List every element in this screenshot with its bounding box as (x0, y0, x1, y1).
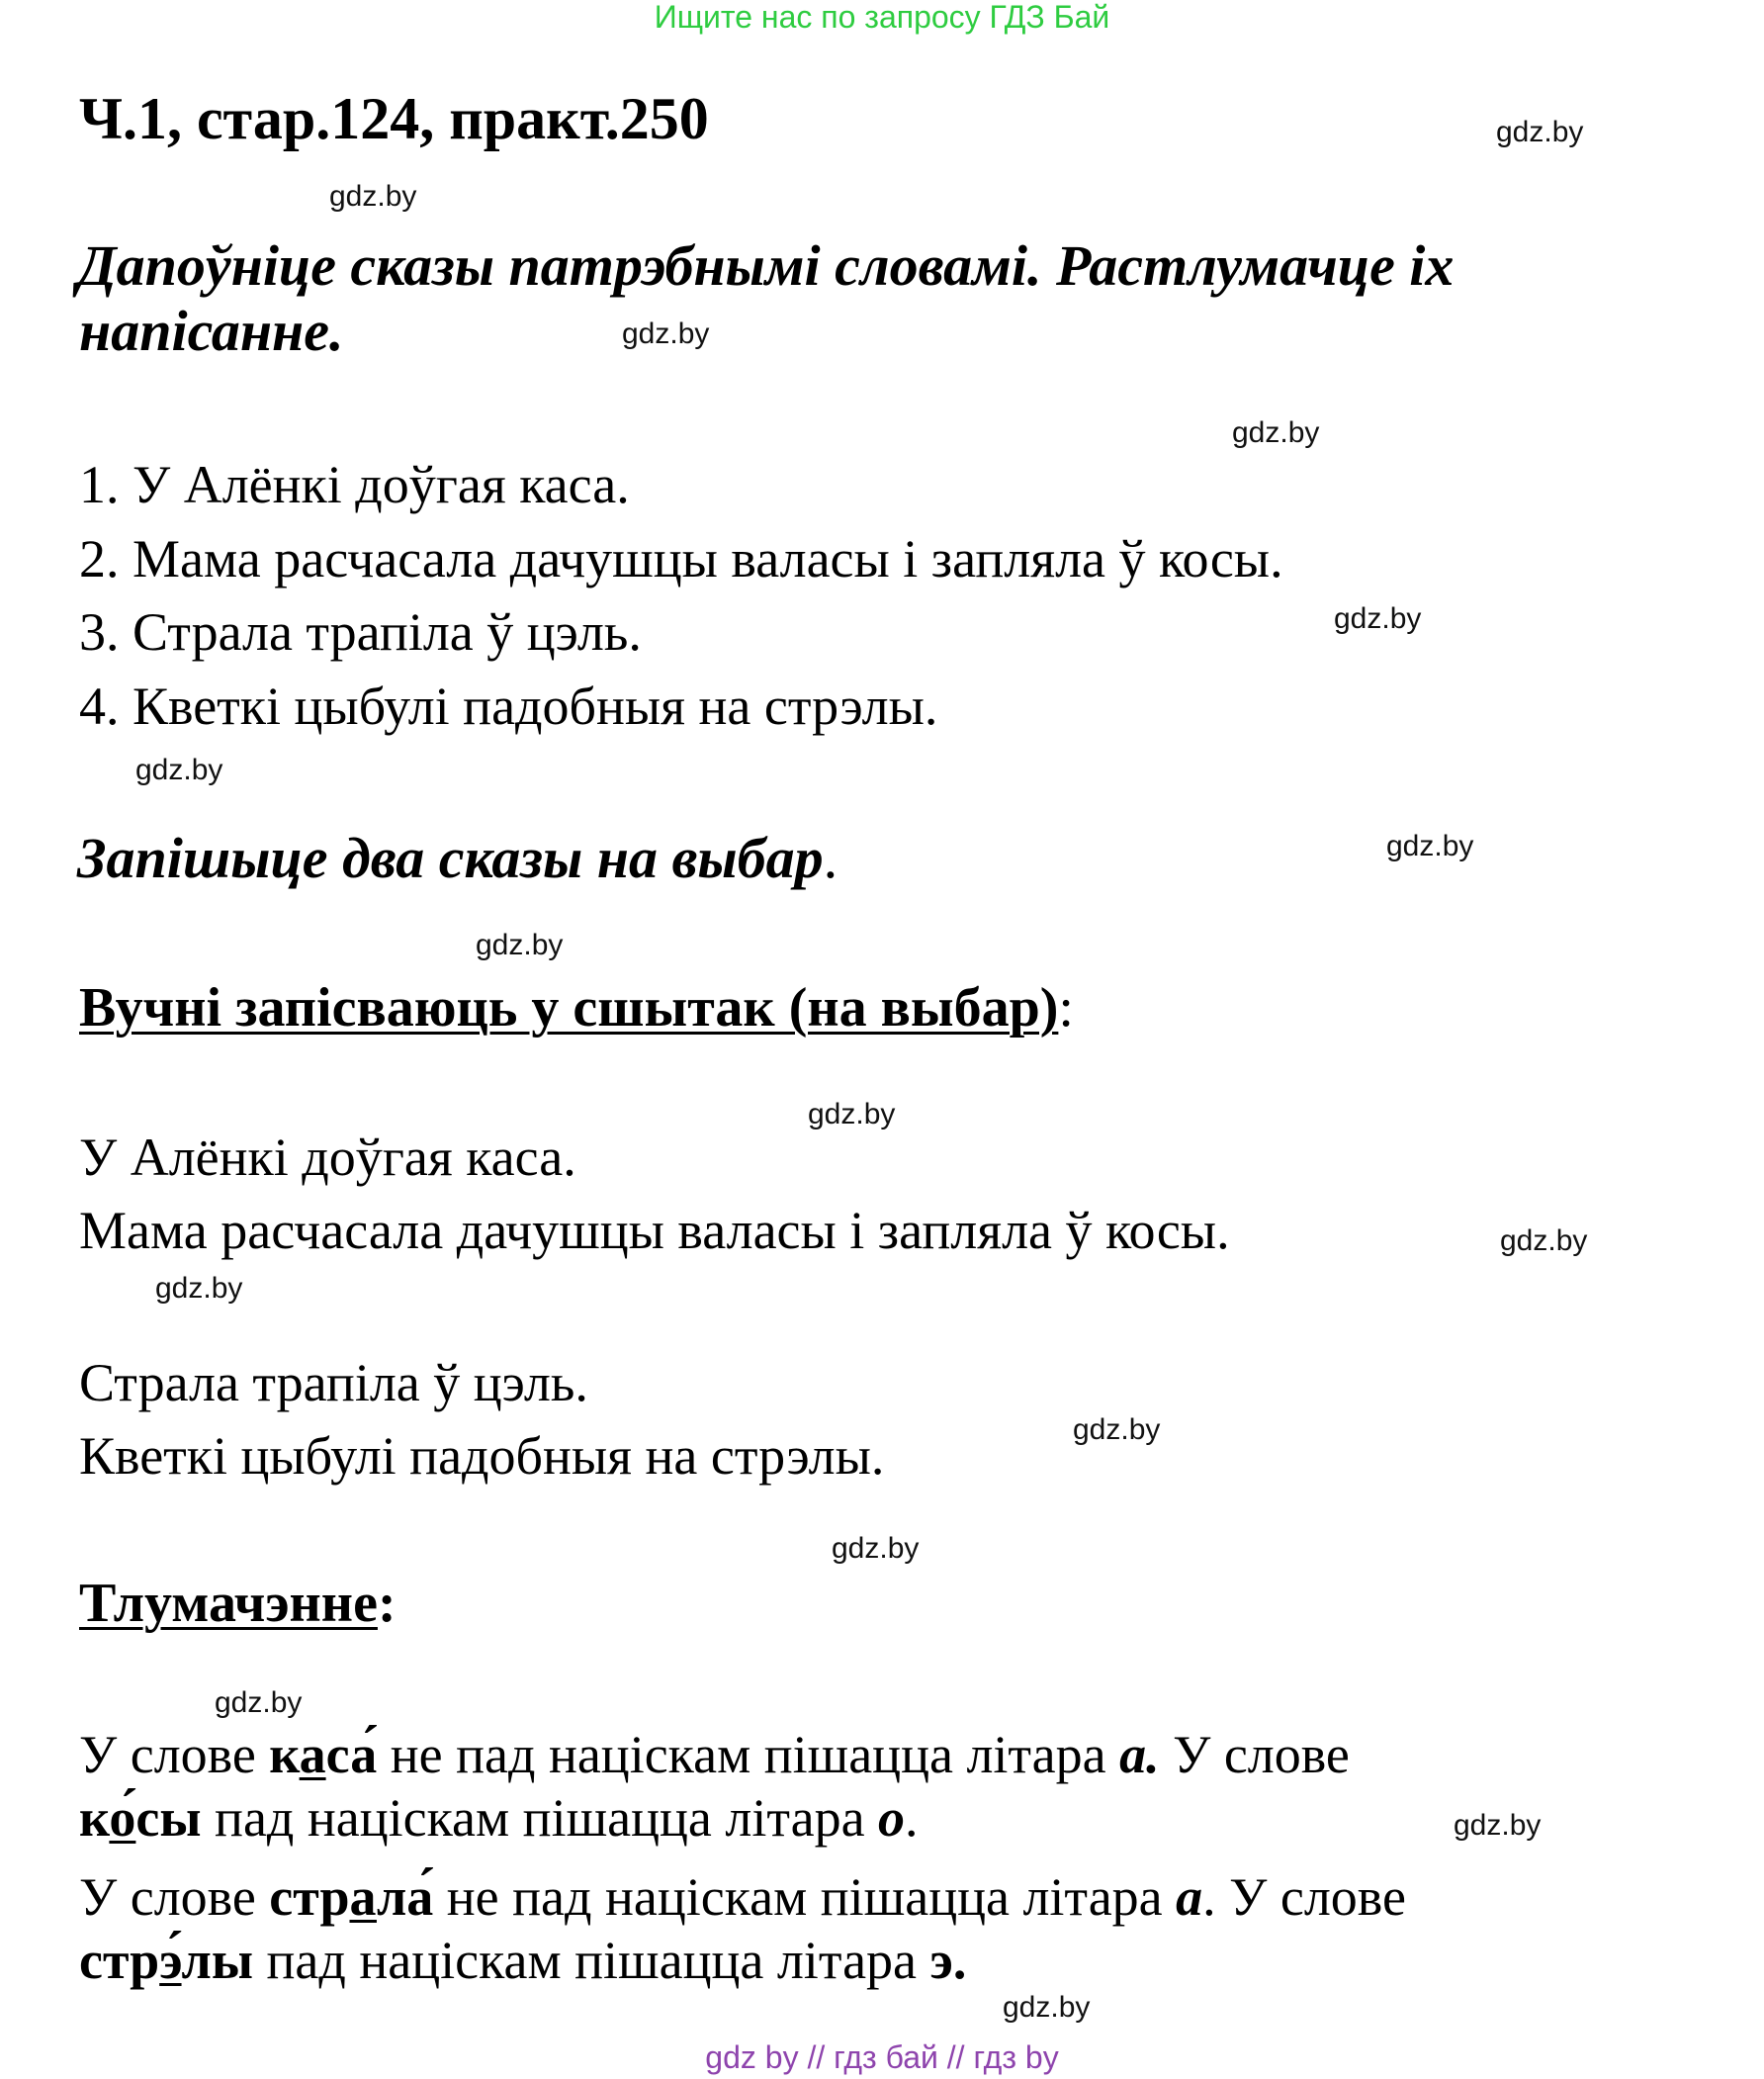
p2-w2b: э́ (159, 1931, 182, 1990)
p1-pre: У слове (79, 1725, 270, 1784)
watermark: gdz.by (1232, 416, 1320, 449)
watermark: gdz.by (155, 1272, 243, 1305)
p2-w1c: ла́ (376, 1867, 434, 1927)
explanation-p2-line2 (79, 1929, 966, 1992)
watermark: gdz.by (808, 1098, 896, 1130)
p2-w1a: стр (269, 1867, 350, 1927)
watermark: gdz.by (622, 317, 710, 350)
p1-mid: не пад націскам пішацца літара (377, 1725, 1120, 1784)
p2-word-strala (269, 1867, 433, 1927)
task1-line1: Дапоўніце сказы патрэбнымі словамі. Растлумачце іх (77, 233, 1455, 298)
task2-dot: . (823, 826, 838, 890)
chosen-3: Страла трапіла ў цэль. (79, 1353, 588, 1412)
p1-mid2: пад націскам пішацца літара (201, 1788, 879, 1848)
students-heading-colon: : (1058, 977, 1074, 1039)
explanation-p2-line1 (79, 1865, 1406, 1929)
p1-w1c: са́ (325, 1725, 378, 1784)
sentence-1: 1. У Алёнкі доўгая каса. (79, 455, 630, 514)
watermark: gdz.by (1003, 1991, 1091, 2024)
p2-w1b: а (349, 1867, 377, 1927)
explanation-heading-text: Тлумачэнне (79, 1573, 378, 1634)
sentence-2: 2. Мама расчасала дачушцы валасы і запляла ў косы. (79, 529, 1283, 588)
footer-links: gdz by // гдз бай // гдз by (705, 2039, 1059, 2075)
chosen-2: Мама расчасала дачушцы валасы і запляла ў косы. (79, 1201, 1230, 1260)
p1-letter: а. (1119, 1725, 1160, 1784)
task1-line2: напісанне. (79, 299, 344, 363)
p1-w2a: к (79, 1788, 110, 1848)
explanation-p1-line2 (79, 1786, 919, 1850)
sentence-3: 3. Страла трапіла ў цэль. (79, 602, 642, 662)
p2-word-strely (79, 1931, 253, 1990)
p1-w1a: к (269, 1725, 300, 1784)
watermark: gdz.by (1386, 830, 1474, 862)
task2-text: Запішыце два сказы на выбар (77, 826, 824, 890)
p1-w2b: о́ (109, 1788, 136, 1848)
p2-letter: а (1176, 1867, 1203, 1927)
explanation-heading-colon: : (377, 1573, 397, 1634)
p1-letter2: о (878, 1788, 906, 1848)
explanation-heading (79, 1571, 397, 1636)
task2 (77, 826, 838, 891)
watermark: gdz.by (135, 754, 223, 786)
watermark: gdz.by (329, 180, 417, 213)
p1-word-kosy (79, 1788, 202, 1848)
p1-w2c: сы (135, 1788, 202, 1848)
watermark: gdz.by (476, 929, 564, 961)
p1-tail: У слове (1159, 1725, 1350, 1784)
p2-mid: не пад націскам пішацца літара (433, 1867, 1177, 1927)
chosen-1: У Алёнкі доўгая каса. (79, 1128, 576, 1187)
p2-mid2: пад націскам пішацца літара (253, 1931, 930, 1990)
p2-tail: . У слове (1202, 1867, 1406, 1927)
watermark: gdz.by (215, 1686, 303, 1719)
explanation-p1-line1 (79, 1723, 1350, 1786)
students-heading-text: Вучні запісваюць у сшытак (на выбар) (79, 977, 1059, 1039)
page-title: Ч.1, стар.124, практ.250 (79, 86, 709, 151)
watermark: gdz.by (1500, 1224, 1588, 1257)
watermark: gdz.by (832, 1532, 920, 1565)
p2-letter2: э. (929, 1931, 967, 1990)
p1-end: . (905, 1788, 919, 1848)
p2-w2a: стр (79, 1931, 160, 1990)
students-heading (79, 975, 1074, 1040)
p2-pre: У слове (79, 1867, 270, 1927)
sentence-4: 4. Кветкі цыбулі падобныя на стрэлы. (79, 677, 938, 736)
chosen-4: Кветкі цыбулі падобныя на стрэлы. (79, 1426, 885, 1486)
watermark: gdz.by (1454, 1809, 1542, 1842)
watermark: gdz.by (1496, 116, 1584, 148)
watermark: gdz.by (1073, 1413, 1161, 1446)
watermark: gdz.by (1334, 602, 1422, 635)
p1-w1b: а (299, 1725, 326, 1784)
top-banner: Ищите нас по запросу ГДЗ Бай (654, 0, 1110, 35)
p2-w2c: лы (181, 1931, 254, 1990)
p1-word-kasa (269, 1725, 377, 1784)
